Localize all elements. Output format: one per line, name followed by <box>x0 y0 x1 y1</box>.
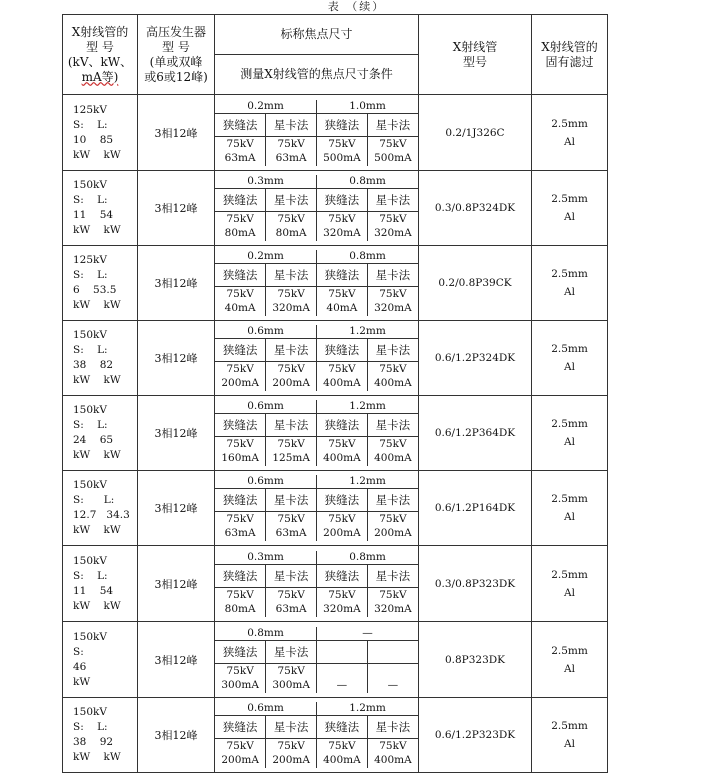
measure-value <box>266 287 317 317</box>
current: 200mA <box>221 754 259 766</box>
method-label: 狭缝法 <box>215 716 266 739</box>
generator-cell: 3相12峰 <box>138 546 215 622</box>
generator-cell: 3相12峰 <box>138 471 215 546</box>
focus-size: 0.6mm <box>215 400 317 414</box>
voltage: 75kV <box>277 513 305 525</box>
tube-model-cell: 0.2/1J326C <box>419 95 532 171</box>
spec-line: kW kW <box>73 374 121 386</box>
spec-line: kW <box>73 675 91 688</box>
current: 40mA <box>224 302 256 314</box>
voltage: 75kV <box>328 588 356 601</box>
table-row <box>63 622 608 698</box>
spec-line: 150kV <box>73 179 107 191</box>
voltage: 75kV <box>226 288 254 300</box>
generator-cell: 3相12峰 <box>138 622 215 698</box>
spec-line: S: L: <box>73 194 108 206</box>
voltage: 75kV <box>379 513 407 525</box>
current: 200mA <box>323 527 361 539</box>
voltage: 75kV <box>277 438 305 450</box>
current: 63mA <box>275 527 307 539</box>
voltage: — <box>387 678 399 691</box>
spec-line: kW kW <box>73 224 121 236</box>
measure-value <box>266 663 317 693</box>
header-nominal-focus: 标称焦点尺寸 <box>215 15 419 55</box>
table-row <box>63 471 608 546</box>
filter-cell: 2.5mm Al <box>532 698 608 773</box>
focus-conditions-cell <box>215 546 419 622</box>
measure-value <box>266 512 317 542</box>
method-label: 星卡法 <box>367 716 418 739</box>
table-row <box>63 396 608 471</box>
focus-conditions-cell <box>215 321 419 396</box>
focus-conditions-cell <box>215 396 419 471</box>
current: 400mA <box>323 754 361 766</box>
tube-model-cell: 0.3/0.8P323DK <box>419 546 532 622</box>
method-label: 星卡法 <box>367 489 418 512</box>
table-row <box>63 171 608 246</box>
measure-value <box>266 739 317 769</box>
focus-size: 1.2mm <box>317 325 419 339</box>
spec-line: 12.7 34.3 <box>73 509 130 521</box>
generator-cell: 3相12峰 <box>138 95 215 171</box>
measure-value <box>266 212 317 242</box>
current: 40mA <box>326 302 358 314</box>
method-label: 星卡法 <box>266 113 317 136</box>
focus-size: 0.6mm <box>215 702 317 716</box>
voltage: 75kV <box>277 664 305 677</box>
voltage: 75kV <box>328 137 356 150</box>
header-tube-model: X射线管 型号 <box>419 15 532 95</box>
measure-value <box>317 287 368 317</box>
tube-spec-cell <box>63 321 138 396</box>
tube-spec-cell <box>63 246 138 321</box>
spec-line: 10 85 <box>73 133 114 146</box>
voltage: 75kV <box>328 288 356 300</box>
method-label: 狭缝法 <box>317 564 368 587</box>
xray-tube-table <box>62 14 608 773</box>
spec-line: 125kV <box>73 254 107 266</box>
focus-conditions-cell <box>215 622 419 698</box>
header-generator: 高压发生器 型 号 (单或双峰 或6或12峰) <box>138 15 215 95</box>
focus-size: 1.0mm <box>317 100 419 114</box>
focus-size: 0.8mm <box>215 627 317 641</box>
focus-size: 0.2mm <box>215 100 317 114</box>
measure-value <box>367 739 418 769</box>
spec-line: S: L: <box>73 494 115 506</box>
spec-line: 150kV <box>73 404 107 416</box>
current: 500mA <box>374 151 412 164</box>
spec-line: kW kW <box>73 524 121 536</box>
generator-cell: 3相12峰 <box>138 171 215 246</box>
voltage: 75kV <box>379 588 407 601</box>
voltage: 75kV <box>226 664 254 677</box>
filter-cell: 2.5mm Al <box>532 171 608 246</box>
method-label: 星卡法 <box>266 339 317 362</box>
focus-conditions-table <box>215 250 418 316</box>
table-row <box>63 321 608 396</box>
focus-conditions-table <box>215 702 418 768</box>
measure-value <box>266 362 317 392</box>
measure-value <box>215 437 266 467</box>
measure-value <box>367 663 418 693</box>
voltage: 75kV <box>226 363 254 375</box>
voltage: 75kV <box>328 740 356 752</box>
focus-conditions-table <box>215 325 418 391</box>
spec-line: 11 54 <box>73 584 114 597</box>
method-label: 星卡法 <box>266 264 317 287</box>
focus-conditions-cell <box>215 171 419 246</box>
method-label: 狭缝法 <box>215 189 266 212</box>
current: 400mA <box>374 377 412 389</box>
focus-size: 0.3mm <box>215 175 317 189</box>
method-label: 星卡法 <box>367 564 418 587</box>
header-measure-conditions: 测量X射线管的焦点尺寸条件 <box>215 55 419 95</box>
spec-line: 38 82 <box>73 359 114 371</box>
measure-value <box>317 512 368 542</box>
focus-size: 1.2mm <box>317 702 419 716</box>
measure-value <box>367 136 418 166</box>
filter-cell: 2.5mm Al <box>532 95 608 171</box>
method-label: 狭缝法 <box>317 113 368 136</box>
method-label: 狭缝法 <box>215 640 266 663</box>
measure-value <box>266 136 317 166</box>
current: 320mA <box>374 302 412 314</box>
focus-size: 0.8mm <box>317 175 419 189</box>
spec-line: 125kV <box>73 103 107 116</box>
tube-model-cell: 0.6/1.2P164DK <box>419 471 532 546</box>
tube-model-cell: 0.8P323DK <box>419 622 532 698</box>
focus-size: 0.2mm <box>215 250 317 264</box>
voltage: 75kV <box>226 438 254 450</box>
measure-value <box>367 287 418 317</box>
method-label: 狭缝法 <box>317 489 368 512</box>
generator-cell: 3相12峰 <box>138 698 215 773</box>
measure-value <box>215 587 266 617</box>
spec-line: S: L: <box>73 344 108 356</box>
current: 300mA <box>221 678 259 691</box>
voltage: 75kV <box>379 213 407 225</box>
method-label: 狭缝法 <box>317 264 368 287</box>
method-label: 狭缝法 <box>317 716 368 739</box>
method-label: 星卡法 <box>367 264 418 287</box>
current: 400mA <box>323 452 361 464</box>
filter-cell: 2.5mm Al <box>532 546 608 622</box>
tube-model-cell: 0.6/1.2P323DK <box>419 698 532 773</box>
focus-conditions-cell <box>215 246 419 321</box>
filter-cell: 2.5mm Al <box>532 622 608 698</box>
table-row <box>63 246 608 321</box>
voltage: 75kV <box>328 438 356 450</box>
voltage: 75kV <box>379 740 407 752</box>
voltage: 75kV <box>277 363 305 375</box>
generator-cell: 3相12峰 <box>138 396 215 471</box>
current: 300mA <box>272 678 310 691</box>
spec-line: kW kW <box>73 599 121 612</box>
current: 125mA <box>272 452 310 464</box>
spec-line: S: L: <box>73 419 108 431</box>
focus-conditions-cell <box>215 471 419 546</box>
focus-size: 0.8mm <box>317 250 419 264</box>
focus-size: 0.8mm <box>317 551 419 565</box>
voltage: 75kV <box>379 438 407 450</box>
method-label: 狭缝法 <box>317 339 368 362</box>
voltage: 75kV <box>277 740 305 752</box>
method-label: 狭缝法 <box>215 264 266 287</box>
spec-line: S: L: <box>73 118 108 131</box>
voltage: 75kV <box>226 740 254 752</box>
spec-line: kW kW <box>73 148 121 161</box>
focus-size: 1.2mm <box>317 475 419 489</box>
focus-size: 0.6mm <box>215 325 317 339</box>
focus-conditions-table <box>215 400 418 466</box>
table-row <box>63 546 608 622</box>
spec-line: S: L: <box>73 269 108 281</box>
spec-line: 6 53.5 <box>73 284 117 296</box>
current: 80mA <box>224 602 256 615</box>
spec-line: S: L: <box>73 721 108 733</box>
spec-line: 150kV <box>73 479 107 491</box>
measure-value <box>317 739 368 769</box>
focus-conditions-table <box>215 551 418 617</box>
measure-value <box>317 136 368 166</box>
current: 400mA <box>323 377 361 389</box>
current: 400mA <box>374 452 412 464</box>
focus-size: — <box>317 627 419 641</box>
measure-value <box>367 512 418 542</box>
spec-line: 38 92 <box>73 736 114 748</box>
current: 500mA <box>323 151 361 164</box>
measure-value <box>367 587 418 617</box>
table-caption: 表 （续） <box>327 0 386 13</box>
voltage: 75kV <box>226 588 254 601</box>
measure-value <box>215 512 266 542</box>
header-filter: X射线管的 固有滤过 <box>532 15 608 95</box>
method-label: 狭缝法 <box>317 189 368 212</box>
measure-value <box>317 362 368 392</box>
method-label: 狭缝法 <box>215 489 266 512</box>
filter-cell: 2.5mm Al <box>532 321 608 396</box>
table-row <box>63 698 608 773</box>
measure-value <box>215 739 266 769</box>
measure-value <box>317 437 368 467</box>
voltage: 75kV <box>379 363 407 375</box>
spec-line: 24 65 <box>73 434 114 446</box>
method-label: 狭缝法 <box>215 414 266 437</box>
tube-model-cell: 0.6/1.2P324DK <box>419 321 532 396</box>
current: 200mA <box>221 377 259 389</box>
tube-model-cell: 0.2/0.8P39CK <box>419 246 532 321</box>
filter-cell: 2.5mm Al <box>532 246 608 321</box>
method-label <box>367 640 418 663</box>
current: 200mA <box>272 377 310 389</box>
voltage: 75kV <box>379 137 407 150</box>
method-label <box>317 640 368 663</box>
measure-value <box>317 212 368 242</box>
current: 400mA <box>374 754 412 766</box>
current: 320mA <box>272 302 310 314</box>
measure-value <box>215 287 266 317</box>
voltage: 75kV <box>226 213 254 225</box>
measure-value <box>367 212 418 242</box>
tube-spec-cell <box>63 622 138 698</box>
current: 63mA <box>224 151 256 164</box>
spec-line: kW kW <box>73 751 121 763</box>
method-label: 星卡法 <box>367 189 418 212</box>
measure-value <box>215 362 266 392</box>
method-label: 星卡法 <box>266 489 317 512</box>
voltage: 75kV <box>328 363 356 375</box>
voltage: 75kV <box>226 513 254 525</box>
tube-spec-cell <box>63 396 138 471</box>
tube-spec-cell <box>63 171 138 246</box>
current: 63mA <box>224 527 256 539</box>
method-label: 星卡法 <box>367 339 418 362</box>
focus-conditions-cell <box>215 95 419 171</box>
method-label: 星卡法 <box>266 414 317 437</box>
voltage: 75kV <box>277 137 305 150</box>
tube-model-cell: 0.6/1.2P364DK <box>419 396 532 471</box>
spec-line: S: <box>73 645 84 658</box>
focus-conditions-table <box>215 100 418 166</box>
tube-spec-cell <box>63 471 138 546</box>
current: 63mA <box>275 602 307 615</box>
method-label: 狭缝法 <box>215 113 266 136</box>
focus-conditions-table <box>215 175 418 241</box>
method-label: 狭缝法 <box>215 564 266 587</box>
spec-line: 150kV <box>73 706 107 718</box>
voltage: 75kV <box>277 288 305 300</box>
current: 80mA <box>275 227 307 239</box>
focus-conditions-cell <box>215 698 419 773</box>
measure-value <box>367 437 418 467</box>
spec-line: 150kV <box>73 630 107 643</box>
focus-size: 0.6mm <box>215 475 317 489</box>
current: 200mA <box>374 527 412 539</box>
measure-value <box>266 437 317 467</box>
method-label: 星卡法 <box>266 189 317 212</box>
voltage: 75kV <box>379 288 407 300</box>
spec-line: 11 54 <box>73 209 114 221</box>
current: 63mA <box>275 151 307 164</box>
method-label: 星卡法 <box>266 716 317 739</box>
method-label: 星卡法 <box>266 564 317 587</box>
spec-line: 150kV <box>73 329 107 341</box>
method-label: 星卡法 <box>367 113 418 136</box>
header-tube-spec: X射线管的 型 号 (kV、kW、 mA等) <box>63 15 138 95</box>
method-label: 星卡法 <box>367 414 418 437</box>
generator-cell: 3相12峰 <box>138 246 215 321</box>
measure-value <box>317 663 368 693</box>
current: 80mA <box>224 227 256 239</box>
voltage: 75kV <box>328 213 356 225</box>
current: 200mA <box>272 754 310 766</box>
measure-value <box>215 663 266 693</box>
voltage: 75kV <box>277 213 305 225</box>
current: 160mA <box>221 452 259 464</box>
method-label: 狭缝法 <box>215 339 266 362</box>
voltage: — <box>336 678 348 691</box>
measure-value <box>215 212 266 242</box>
spec-line: kW kW <box>73 299 121 311</box>
voltage: 75kV <box>328 513 356 525</box>
measure-value <box>367 362 418 392</box>
voltage: 75kV <box>277 588 305 601</box>
tube-spec-cell <box>63 546 138 622</box>
measure-value <box>215 136 266 166</box>
voltage: 75kV <box>226 137 254 150</box>
current: 320mA <box>374 602 412 615</box>
current: 320mA <box>323 602 361 615</box>
tube-model-cell: 0.3/0.8P324DK <box>419 171 532 246</box>
generator-cell: 3相12峰 <box>138 321 215 396</box>
focus-size: 1.2mm <box>317 400 419 414</box>
measure-value <box>317 587 368 617</box>
focus-conditions-table <box>215 475 418 541</box>
method-label: 狭缝法 <box>317 414 368 437</box>
spec-line: 150kV <box>73 554 107 567</box>
tube-spec-cell <box>63 698 138 773</box>
current: 320mA <box>323 227 361 239</box>
focus-size: 0.3mm <box>215 551 317 565</box>
spec-line: S: L: <box>73 569 108 582</box>
table-row <box>63 95 608 171</box>
filter-cell: 2.5mm Al <box>532 471 608 546</box>
measure-value <box>266 587 317 617</box>
spec-line: kW kW <box>73 449 121 461</box>
method-label: 星卡法 <box>266 640 317 663</box>
current: 320mA <box>374 227 412 239</box>
filter-cell: 2.5mm Al <box>532 396 608 471</box>
spec-line: 46 <box>73 660 87 673</box>
focus-conditions-table <box>215 627 418 693</box>
tube-spec-cell <box>63 95 138 171</box>
